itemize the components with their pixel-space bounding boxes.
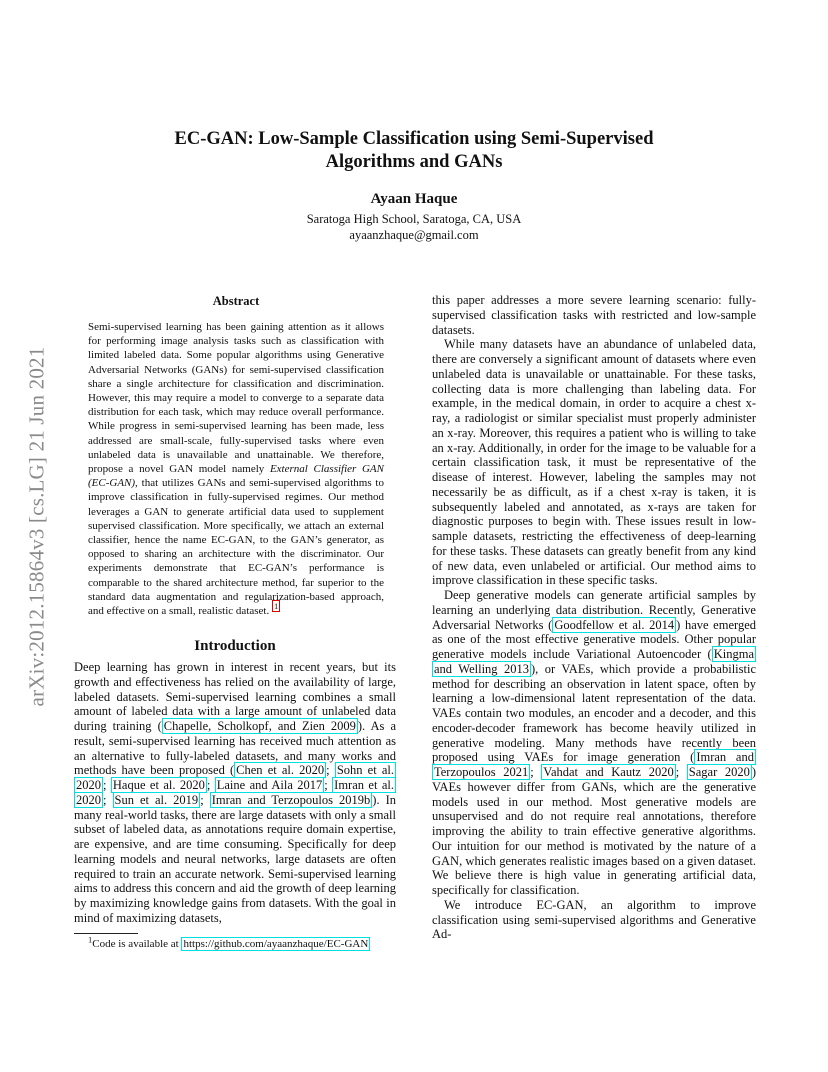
citation-separator: ; bbox=[200, 792, 210, 807]
citation-separator: ; bbox=[103, 778, 111, 792]
arxiv-stamp-text: arXiv:2012.15864v3 [cs.LG] 21 Jun 2021 bbox=[24, 346, 49, 706]
citation-link[interactable]: Laine and Aila 2017 bbox=[216, 778, 323, 792]
intro-text: ). As a result, semi-supervised learning has received much attention as an alternative to fully-labeled datasets, and many works and methods have been proposed ( bbox=[74, 719, 396, 778]
title-line-1: EC-GAN: Low-Sample Classification using Semi-Supervised bbox=[174, 129, 654, 149]
footnote-number: 1 bbox=[88, 934, 93, 945]
abstract-model-name: External Classifier GAN (EC-GAN) bbox=[88, 463, 384, 490]
intro-text: ). In many real-world tasks, there are large datasets with only a small subset of labeled data, as annotations require domain expertise, are expensive, and are time consuming. Specifically for deep learning models and neural networks, large datasets are often required to train an accurate network. Semi-supervised learning aims to address this concern and aid the growth of deep learning by maximizing knowledge gains from datasets. With the goal in mind of maximizing datasets, bbox=[74, 792, 397, 925]
right-column bbox=[432, 293, 756, 942]
abstract-body bbox=[88, 320, 384, 618]
citation-link[interactable]: Sohn et al. 2020 bbox=[76, 763, 394, 792]
footnote-text: Code is available at bbox=[92, 938, 182, 950]
abstract-heading: Abstract bbox=[212, 294, 260, 308]
title-line-2: Algorithms and GANs bbox=[325, 152, 503, 172]
citation-separator: ; bbox=[103, 792, 113, 807]
intro-left-column bbox=[74, 660, 396, 926]
citation-link[interactable]: Goodfellow et al. 2014 bbox=[554, 617, 675, 632]
intro-text: ) have emerged as one of the most effective generative models. Other popular generative models include Variational Autoencoder ( bbox=[432, 617, 756, 661]
citation-link[interactable]: Imran et al. 2020 bbox=[76, 778, 394, 807]
intro-text: Deep generative models can generate artificial samples by learning an underlying data distribution. Recently, Generative Adversarial Networks ( bbox=[432, 588, 756, 632]
citation-link[interactable]: Imran and Terzopoulos 2019b bbox=[211, 792, 371, 807]
footnote-link[interactable]: 1 bbox=[273, 601, 279, 612]
citation-link[interactable]: Chapelle, Scholkopf, and Zien 2009 bbox=[163, 719, 356, 733]
citation-separator: ; bbox=[326, 763, 335, 778]
abstract-text-2: , that utilizes GANs and semi-supervised algorithms to improve classification in fully-supervised regimes. Our method leverages a GAN to generate artificial data used to supplement supervised classification. More specifically, we attach an external classifier, hence the name EC-GAN, to the GAN’s generator, as opposed to sharing an architecture with the discriminator. Our experiments demonstrate that EC-GAN’s performance is comparable to the shared architecture method, far superior to the standard data augmentation and regularization-based approach, and effective on a small, realistic dataset. bbox=[88, 477, 384, 618]
arxiv-stamp bbox=[22, 292, 52, 760]
citation-separator: ; bbox=[675, 765, 687, 779]
footnote-divider bbox=[74, 933, 138, 934]
abstract-text-1: Semi-supervised learning has been gaining attention as it allows for performing image analysis tasks such as classification with limited labeled data. Some popular algorithms using Generative Adversarial Networks (GANs) for semi-supervised classification share a single architecture for classification and discrimination. However, this may require a model to converge to a separate data distribution for each task, which may reduce overall performance. While progress in semi-supervised learning has been made, less addressed are small-scale, fully-supervised tasks where even unlabeled data is unavailable and unattainable. We therefore, propose a novel GAN model namely bbox=[88, 321, 384, 476]
intro-text: ), or VAEs, which provide a probabilistic method for describing an observation in latent space, often by learning a low-dimensional latent representation of the data. VAEs contain two modules, an encoder and a decoder, and this encoder-decoder framework has become heavily utilized in generative modeling. Many methods have recently been proposed using VAEs for image generation ( bbox=[432, 661, 757, 765]
affiliation: Saratoga High School, Saratoga, CA, USA bbox=[306, 212, 522, 226]
author-name: Ayaan Haque bbox=[370, 191, 458, 207]
intro-text: ) VAEs however differ from GANs, which are the generative models used in our method. Most generative models are unsupervised and do not require real annotations, therefore improving the ability to train effective generative algorithms. Our intuition for our method is motivated by the nature of a GAN, which generates realistic images based on a given dataset. We believe there is high value in generating artificial data, specifically for classification. bbox=[432, 765, 757, 897]
intro-paragraph-1-continued: this paper addresses a more severe learning scenario: fully-supervised classification tasks with restricted and low-sample datasets. bbox=[432, 293, 756, 337]
intro-paragraph-4: We introduce EC-GAN, an algorithm to improve classification using semi-supervised algorithms and Generative Ad- bbox=[432, 897, 756, 942]
affiliation-block bbox=[100, 212, 728, 243]
citation-separator: ; bbox=[324, 778, 333, 792]
footnote bbox=[88, 934, 418, 951]
code-url-link[interactable]: https://github.com/ayaanzhaque/EC-GAN bbox=[183, 938, 369, 950]
paper-title bbox=[100, 128, 728, 174]
citation-link[interactable]: Kingma and Welling 2013 bbox=[434, 647, 754, 676]
citation-link[interactable]: Imran and Terzopoulos 2021 bbox=[434, 750, 754, 779]
intro-paragraph-3 bbox=[432, 588, 756, 898]
citation-link[interactable]: Haque et al. 2020 bbox=[112, 778, 205, 792]
author-email: ayaanzhaque@gmail.com bbox=[349, 227, 479, 242]
citation-link[interactable]: Vahdat and Kautz 2020 bbox=[543, 765, 674, 779]
citation-link[interactable]: Chen et al. 2020 bbox=[236, 763, 325, 778]
introduction-heading: Introduction bbox=[194, 638, 276, 654]
intro-text: Deep learning has grown in interest in recent years, but its growth and effectiveness has relied on the availability of large, labeled datasets. Semi-supervised learning combines a small amount of labeled data with a large amount of unlabeled data during training ( bbox=[74, 660, 396, 733]
citation-separator: ; bbox=[530, 765, 542, 779]
citation-link[interactable]: Sagar 2020 bbox=[688, 765, 750, 779]
citation-separator: ; bbox=[206, 778, 215, 792]
intro-paragraph-2: While many datasets have an abundance of unlabeled data, there are conversely a significant amount of datasets where even unlabeled data is unavailable or unattainable. For these tasks, collecting data is more challenging than labeling data. For example, in the medical domain, in order to acquire a chest x-ray, a radiologist or similar specialist must properly administer an x-ray. Moreover, this requires a patient who is willing to take an x-ray. Additionally, in order for the image to be valuable for a certain classification task, it must be representative of the disease of interest. However, labeling the samples may not necessarily be as difficult, as if a chest x-ray is taken, it is subsequently labeled and annotated, as x-rays are taken for diagnostic purposes to begin with. These issues result in low-sample datasets, restricting the effectiveness of deep-learning for these tasks. These datasets can greatly benefit from any kind of new data, even unlabeled or artificial. Our method aims to improve classification in these specific tasks. bbox=[432, 337, 756, 588]
intro-paragraph-1 bbox=[74, 660, 396, 926]
citation-link[interactable]: Sun et al. 2019 bbox=[114, 792, 199, 807]
